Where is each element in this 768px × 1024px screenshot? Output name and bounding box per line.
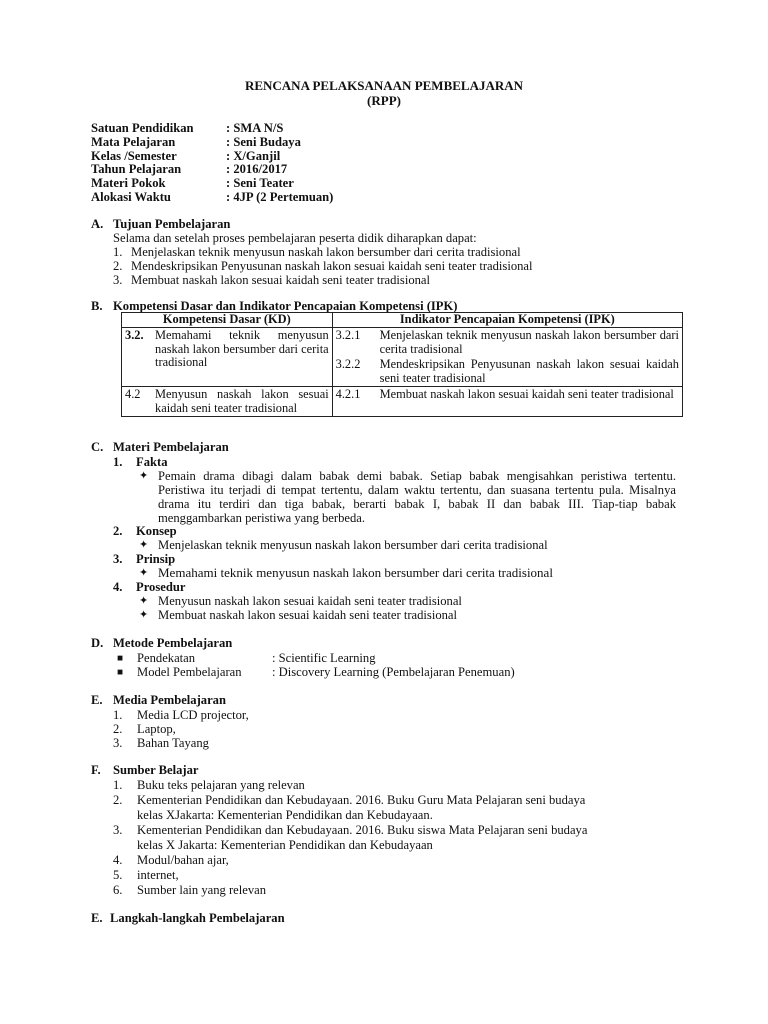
section-a-intro: Selama dan setelah proses pembelajaran peserta didik diharapkan dapat: xyxy=(113,231,477,245)
star-bullet-icon xyxy=(139,538,148,552)
kd-text: Memahami teknik menyusun naskah lakon bersumber dari cerita tradisional xyxy=(155,328,329,369)
subsection-konsep-title: Konsep xyxy=(136,524,177,538)
identity-value: : 2016/2017 xyxy=(226,162,288,176)
list-item: Buku teks pelajaran yang relevan xyxy=(137,778,305,792)
section-a-letter: A. xyxy=(91,217,104,231)
section-d-letter: D. xyxy=(91,636,104,650)
list-item: internet, xyxy=(137,868,179,882)
kd-ipk-table xyxy=(121,312,683,417)
identity-value: : 4JP (2 Pertemuan) xyxy=(226,190,334,204)
star-bullet-icon xyxy=(139,608,148,622)
ipk-text: Mendeskripsikan Penyusunan naskah lakon sesuai kaidah seni teater tradisional xyxy=(379,357,679,385)
subsection-number: 4. xyxy=(113,580,123,594)
section-f-title: Sumber Belajar xyxy=(113,763,199,777)
kd-number: 3.2. xyxy=(125,328,144,342)
identity-value: : X/Ganjil xyxy=(226,149,281,163)
identity-label: Materi Pokok xyxy=(91,176,166,190)
identity-label: Tahun Pelajaran xyxy=(91,162,182,176)
list-item: Bahan Tayang xyxy=(137,736,209,750)
section-f-letter: F. xyxy=(91,763,101,777)
section-c-letter: C. xyxy=(91,440,104,454)
identity-label: Kelas /Semester xyxy=(91,149,177,163)
list-number: 1. xyxy=(113,708,123,722)
method-value: : Discovery Learning (Pembelajaran Penemuan) xyxy=(272,665,515,679)
ipk-cell xyxy=(332,328,682,387)
ipk-number: 3.2.2 xyxy=(335,357,361,371)
identity-value: : Seni Teater xyxy=(226,176,294,190)
ipk-number: 4.2.1 xyxy=(335,387,361,401)
document-title: RENCANA PELAKSANAAN PEMBELAJARAN xyxy=(244,78,524,93)
subsection-number: 1. xyxy=(113,455,123,469)
section-e-title: Media Pembelajaran xyxy=(113,693,226,707)
section-last-letter: E. xyxy=(91,911,103,925)
list-item: Kementerian Pendidikan dan Kebudayaan. 2016. Buku siswa Mata Pelajaran seni budaya xyxy=(137,823,588,837)
identity-value: : Seni Budaya xyxy=(226,135,301,149)
star-bullet-icon xyxy=(139,566,148,580)
ipk-text: Menjelaskan teknik menyusun naskah lakon bersumber dari cerita tradisional xyxy=(379,328,679,356)
star-bullet-icon xyxy=(139,594,148,608)
list-number: 1. xyxy=(113,778,123,792)
subsection-fakta-title: Fakta xyxy=(136,455,168,469)
list-item: Media LCD projector, xyxy=(137,708,249,722)
list-number: 2. xyxy=(113,722,123,736)
list-item: Menjelaskan teknik menyusun naskah lakon bersumber dari cerita tradisional xyxy=(131,245,521,259)
list-number: 6. xyxy=(113,883,123,897)
list-item-continuation: kelas XJakarta: Kementerian Pendidikan dan Kebudayaan. xyxy=(137,808,433,822)
identity-value: : SMA N/S xyxy=(226,121,284,135)
subsection-prinsip-title: Prinsip xyxy=(136,552,176,566)
list-number: 4. xyxy=(113,853,123,867)
section-last-title: Langkah-langkah Pembelajaran xyxy=(110,911,285,925)
method-label: Pendekatan xyxy=(137,651,196,665)
list-item: Sumber lain yang relevan xyxy=(137,883,267,897)
kd-column-header: Kompetensi Dasar (KD) xyxy=(122,313,333,328)
table-row xyxy=(122,328,683,387)
square-bullet-icon: ■ xyxy=(117,653,124,664)
kd-cell xyxy=(122,387,333,417)
list-number: 2. xyxy=(113,259,123,273)
fakta-paragraph: Pemain drama dibagi dalam babak demi babak. Setiap babak mengisahkan peristiwa tertentu. Peristiwa itu terjadi di tempat tertentu, dalam waktu tertentu, dan suasana tertentu pula. Misalnya drama itu terdiri dan tiga babak, berarti babak I, babak II dan babak III. Tiap-tiap babak menggambarkan peristiwa yang berbeda. xyxy=(158,469,676,525)
ipk-number: 3.2.1 xyxy=(335,328,361,342)
square-bullet-icon: ■ xyxy=(117,667,124,678)
kd-cell xyxy=(122,328,333,387)
list-item: Laptop, xyxy=(137,722,176,736)
subsection-number: 3. xyxy=(113,552,123,566)
prinsip-text: Memahami teknik menyusun naskah lakon bersumber dari cerita tradisional xyxy=(158,565,553,580)
document-subtitle: (RPP) xyxy=(367,93,401,108)
section-a-title: Tujuan Pembelajaran xyxy=(113,217,231,231)
ipk-cell xyxy=(332,387,682,417)
section-d-title: Metode Pembelajaran xyxy=(113,636,233,650)
list-number: 3. xyxy=(113,273,123,287)
identity-label: Alokasi Waktu xyxy=(91,190,171,204)
table-row xyxy=(122,387,683,417)
prosedur-item: Menyusun naskah lakon sesuai kaidah seni teater tradisional xyxy=(158,594,462,608)
method-value: : Scientific Learning xyxy=(272,651,376,665)
ipk-text: Membuat naskah lakon sesuai kaidah seni teater tradisional xyxy=(379,387,674,401)
konsep-text: Menjelaskan teknik menyusun naskah lakon bersumber dari cerita tradisional xyxy=(158,538,548,552)
list-item: Membuat naskah lakon sesuai kaidah seni teater tradisional xyxy=(131,273,431,287)
list-number: 3. xyxy=(113,736,123,750)
identity-label: Satuan Pendidikan xyxy=(91,121,194,135)
section-c-title: Materi Pembelajaran xyxy=(113,440,229,454)
section-e-letter: E. xyxy=(91,693,103,707)
kd-number: 4.2 xyxy=(125,387,141,401)
list-number: 1. xyxy=(113,245,123,259)
list-number: 3. xyxy=(113,823,123,837)
list-number: 2. xyxy=(113,793,123,807)
list-item: Modul/bahan ajar, xyxy=(137,853,229,867)
table-header-row xyxy=(122,313,683,328)
list-item: Kementerian Pendidikan dan Kebudayaan. 2016. Buku Guru Mata Pelajaran seni budaya xyxy=(137,793,586,807)
list-item-continuation: kelas X Jakarta: Kementerian Pendidikan dan Kebudayaan xyxy=(137,838,433,852)
list-item: Mendeskripsikan Penyusunan naskah lakon sesuai kaidah seni teater tradisional xyxy=(131,259,533,273)
method-label: Model Pembelajaran xyxy=(137,665,242,679)
subsection-number: 2. xyxy=(113,524,123,538)
prosedur-item: Membuat naskah lakon sesuai kaidah seni teater tradisional xyxy=(158,608,458,622)
subsection-prosedur-title: Prosedur xyxy=(136,580,186,594)
star-bullet-icon xyxy=(139,469,148,483)
section-b-letter: B. xyxy=(91,299,103,313)
kd-text: Menyusun naskah lakon sesuai kaidah seni teater tradisional xyxy=(155,387,329,415)
list-number: 5. xyxy=(113,868,123,882)
section-b-title: Kompetensi Dasar dan Indikator Pencapaian Kompetensi (IPK) xyxy=(113,299,458,313)
ipk-column-header: Indikator Pencapaian Kompetensi (IPK) xyxy=(332,313,682,328)
identity-label: Mata Pelajaran xyxy=(91,135,176,149)
